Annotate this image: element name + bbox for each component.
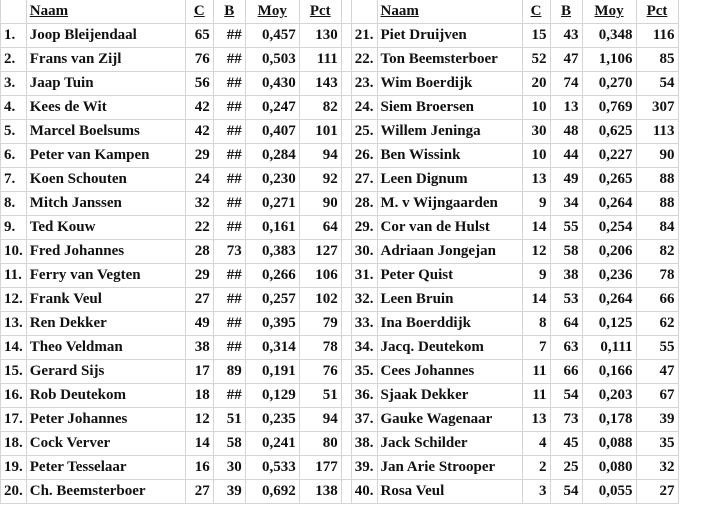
- moy-cell: 0,088: [582, 432, 636, 456]
- moy-cell: 0,284: [245, 144, 299, 168]
- rank-cell: 22.: [351, 48, 377, 72]
- player-name-cell: Ferry van Vegten: [26, 264, 185, 288]
- rank-cell: 37.: [351, 408, 377, 432]
- c-cell: 13: [522, 168, 550, 192]
- pct-cell: 79: [299, 312, 341, 336]
- column-gap: [341, 432, 351, 456]
- pct-cell: 101: [299, 120, 341, 144]
- moy-cell: 0,227: [582, 144, 636, 168]
- rank-cell: 9.: [1, 216, 27, 240]
- rank-cell: 7.: [1, 168, 27, 192]
- table-row: [1, 144, 679, 168]
- c-cell: 49: [185, 312, 213, 336]
- header-b-right: B: [550, 0, 582, 24]
- rank-cell: 16.: [1, 384, 27, 408]
- column-gap: [341, 480, 351, 504]
- moy-cell: 0,111: [582, 336, 636, 360]
- header-index-left: [1, 0, 27, 24]
- table-row: [1, 48, 679, 72]
- table-row: [1, 384, 679, 408]
- table-row: [1, 360, 679, 384]
- c-cell: 9: [522, 264, 550, 288]
- c-cell: 30: [522, 120, 550, 144]
- b-cell: ##: [213, 168, 245, 192]
- moy-cell: 0,625: [582, 120, 636, 144]
- rank-cell: 40.: [351, 480, 377, 504]
- b-cell: ##: [213, 72, 245, 96]
- column-gap: [341, 384, 351, 408]
- column-gap: [341, 192, 351, 216]
- c-cell: 14: [185, 432, 213, 456]
- rank-cell: 10.: [1, 240, 27, 264]
- table-row: [1, 192, 679, 216]
- b-cell: 89: [213, 360, 245, 384]
- column-gap: [341, 168, 351, 192]
- player-name-cell: Gerard Sijs: [26, 360, 185, 384]
- column-gap: [341, 24, 351, 48]
- moy-cell: 0,125: [582, 312, 636, 336]
- moy-cell: 0,178: [582, 408, 636, 432]
- pct-cell: 92: [299, 168, 341, 192]
- c-cell: 76: [185, 48, 213, 72]
- moy-cell: 0,206: [582, 240, 636, 264]
- rank-cell: 23.: [351, 72, 377, 96]
- moy-cell: 0,236: [582, 264, 636, 288]
- pct-cell: 35: [636, 432, 678, 456]
- c-cell: 4: [522, 432, 550, 456]
- header-index-right: [351, 0, 377, 24]
- header-naam-left: Naam: [26, 0, 185, 24]
- moy-cell: 0,254: [582, 216, 636, 240]
- pct-cell: 54: [636, 72, 678, 96]
- table-row: [1, 408, 679, 432]
- pct-cell: 307: [636, 96, 678, 120]
- header-row: [1, 0, 679, 24]
- table-row: [1, 240, 679, 264]
- b-cell: 55: [550, 216, 582, 240]
- pct-cell: 143: [299, 72, 341, 96]
- rank-cell: 19.: [1, 456, 27, 480]
- b-cell: ##: [213, 216, 245, 240]
- table-row: [1, 24, 679, 48]
- table-row: [1, 456, 679, 480]
- player-name-cell: Ch. Beemsterboer: [26, 480, 185, 504]
- player-name-cell: Jan Arie Strooper: [377, 456, 522, 480]
- table-row: [1, 168, 679, 192]
- b-cell: 39: [213, 480, 245, 504]
- pct-cell: 116: [636, 24, 678, 48]
- table-row: [1, 432, 679, 456]
- rank-cell: 15.: [1, 360, 27, 384]
- header-c-right: C: [522, 0, 550, 24]
- table-row: [1, 96, 679, 120]
- pct-cell: 127: [299, 240, 341, 264]
- b-cell: 47: [550, 48, 582, 72]
- player-name-cell: Koen Schouten: [26, 168, 185, 192]
- b-cell: ##: [213, 24, 245, 48]
- player-name-cell: Cor van de Hulst: [377, 216, 522, 240]
- pct-cell: 64: [299, 216, 341, 240]
- moy-cell: 1,106: [582, 48, 636, 72]
- column-gap: [341, 96, 351, 120]
- moy-cell: 0,270: [582, 72, 636, 96]
- player-name-cell: Kees de Wit: [26, 96, 185, 120]
- player-name-cell: Frans van Zijl: [26, 48, 185, 72]
- pct-cell: 84: [636, 216, 678, 240]
- b-cell: 25: [550, 456, 582, 480]
- header-pct-left: Pct: [299, 0, 341, 24]
- rank-cell: 39.: [351, 456, 377, 480]
- moy-cell: 0,692: [245, 480, 299, 504]
- c-cell: 27: [185, 288, 213, 312]
- player-name-cell: Marcel Boelsums: [26, 120, 185, 144]
- moy-cell: 0,395: [245, 312, 299, 336]
- b-cell: 73: [550, 408, 582, 432]
- pct-cell: 47: [636, 360, 678, 384]
- b-cell: 64: [550, 312, 582, 336]
- player-name-cell: Sjaak Dekker: [377, 384, 522, 408]
- b-cell: 63: [550, 336, 582, 360]
- pct-cell: 113: [636, 120, 678, 144]
- column-gap: [341, 456, 351, 480]
- player-name-cell: Adriaan Jongejan: [377, 240, 522, 264]
- pct-cell: 39: [636, 408, 678, 432]
- table-row: [1, 216, 679, 240]
- pct-cell: 106: [299, 264, 341, 288]
- b-cell: 38: [550, 264, 582, 288]
- b-cell: 73: [213, 240, 245, 264]
- c-cell: 7: [522, 336, 550, 360]
- rank-cell: 26.: [351, 144, 377, 168]
- c-cell: 8: [522, 312, 550, 336]
- b-cell: ##: [213, 264, 245, 288]
- column-gap: [341, 360, 351, 384]
- b-cell: ##: [213, 48, 245, 72]
- column-gap: [341, 48, 351, 72]
- rank-cell: 5.: [1, 120, 27, 144]
- rank-cell: 38.: [351, 432, 377, 456]
- pct-cell: 88: [636, 168, 678, 192]
- b-cell: 66: [550, 360, 582, 384]
- b-cell: 54: [550, 480, 582, 504]
- c-cell: 42: [185, 120, 213, 144]
- table-body: [1, 0, 679, 504]
- b-cell: ##: [213, 96, 245, 120]
- rank-cell: 3.: [1, 72, 27, 96]
- b-cell: 53: [550, 288, 582, 312]
- b-cell: ##: [213, 312, 245, 336]
- pct-cell: 27: [636, 480, 678, 504]
- moy-cell: 0,769: [582, 96, 636, 120]
- player-name-cell: Peter van Kampen: [26, 144, 185, 168]
- b-cell: 30: [213, 456, 245, 480]
- moy-cell: 0,271: [245, 192, 299, 216]
- column-gap: [341, 0, 351, 24]
- b-cell: ##: [213, 336, 245, 360]
- pct-cell: 66: [636, 288, 678, 312]
- player-name-cell: Jaap Tuin: [26, 72, 185, 96]
- moy-cell: 0,265: [582, 168, 636, 192]
- rank-cell: 14.: [1, 336, 27, 360]
- c-cell: 16: [185, 456, 213, 480]
- rank-cell: 29.: [351, 216, 377, 240]
- table-row: [1, 72, 679, 96]
- header-pct-right: Pct: [636, 0, 678, 24]
- moy-cell: 0,533: [245, 456, 299, 480]
- rank-cell: 31.: [351, 264, 377, 288]
- c-cell: 12: [522, 240, 550, 264]
- pct-cell: 94: [299, 144, 341, 168]
- b-cell: 13: [550, 96, 582, 120]
- table-row: [1, 480, 679, 504]
- player-name-cell: Cock Verver: [26, 432, 185, 456]
- b-cell: ##: [213, 288, 245, 312]
- c-cell: 38: [185, 336, 213, 360]
- moy-cell: 0,266: [245, 264, 299, 288]
- player-name-cell: Peter Quist: [377, 264, 522, 288]
- b-cell: ##: [213, 120, 245, 144]
- pct-cell: 32: [636, 456, 678, 480]
- b-cell: 74: [550, 72, 582, 96]
- c-cell: 9: [522, 192, 550, 216]
- b-cell: 45: [550, 432, 582, 456]
- b-cell: ##: [213, 144, 245, 168]
- rank-cell: 30.: [351, 240, 377, 264]
- player-name-cell: Rosa Veul: [377, 480, 522, 504]
- column-gap: [341, 408, 351, 432]
- pct-cell: 82: [299, 96, 341, 120]
- moy-cell: 0,264: [582, 192, 636, 216]
- rank-cell: 13.: [1, 312, 27, 336]
- rank-cell: 35.: [351, 360, 377, 384]
- moy-cell: 0,191: [245, 360, 299, 384]
- column-gap: [341, 144, 351, 168]
- player-name-cell: Fred Johannes: [26, 240, 185, 264]
- rank-cell: 20.: [1, 480, 27, 504]
- rank-cell: 28.: [351, 192, 377, 216]
- rank-cell: 18.: [1, 432, 27, 456]
- header-moy-right: Moy: [582, 0, 636, 24]
- column-gap: [341, 312, 351, 336]
- player-name-cell: Gauke Wagenaar: [377, 408, 522, 432]
- rank-cell: 36.: [351, 384, 377, 408]
- c-cell: 10: [522, 144, 550, 168]
- moy-cell: 0,241: [245, 432, 299, 456]
- b-cell: 51: [213, 408, 245, 432]
- player-name-cell: Ren Dekker: [26, 312, 185, 336]
- player-name-cell: Ted Kouw: [26, 216, 185, 240]
- c-cell: 14: [522, 216, 550, 240]
- table-row: [1, 336, 679, 360]
- player-name-cell: Wim Boerdijk: [377, 72, 522, 96]
- moy-cell: 0,383: [245, 240, 299, 264]
- moy-cell: 0,161: [245, 216, 299, 240]
- pct-cell: 55: [636, 336, 678, 360]
- pct-cell: 90: [299, 192, 341, 216]
- header-naam-right: Naam: [377, 0, 522, 24]
- c-cell: 14: [522, 288, 550, 312]
- player-name-cell: Piet Druijven: [377, 24, 522, 48]
- player-name-cell: Ton Beemsterboer: [377, 48, 522, 72]
- c-cell: 29: [185, 144, 213, 168]
- b-cell: 34: [550, 192, 582, 216]
- player-name-cell: Jack Schilder: [377, 432, 522, 456]
- player-name-cell: Cees Johannes: [377, 360, 522, 384]
- pct-cell: 138: [299, 480, 341, 504]
- moy-cell: 0,257: [245, 288, 299, 312]
- moy-cell: 0,264: [582, 288, 636, 312]
- table-row: [1, 120, 679, 144]
- pct-cell: 130: [299, 24, 341, 48]
- rank-cell: 11.: [1, 264, 27, 288]
- pct-cell: 78: [636, 264, 678, 288]
- b-cell: 44: [550, 144, 582, 168]
- c-cell: 65: [185, 24, 213, 48]
- rank-cell: 24.: [351, 96, 377, 120]
- c-cell: 18: [185, 384, 213, 408]
- c-cell: 28: [185, 240, 213, 264]
- rank-cell: 27.: [351, 168, 377, 192]
- moy-cell: 0,457: [245, 24, 299, 48]
- c-cell: 29: [185, 264, 213, 288]
- player-name-cell: Willem Jeninga: [377, 120, 522, 144]
- pct-cell: 94: [299, 408, 341, 432]
- rank-cell: 32.: [351, 288, 377, 312]
- c-cell: 2: [522, 456, 550, 480]
- c-cell: 15: [522, 24, 550, 48]
- c-cell: 27: [185, 480, 213, 504]
- moy-cell: 0,203: [582, 384, 636, 408]
- player-name-cell: Leen Bruin: [377, 288, 522, 312]
- b-cell: ##: [213, 384, 245, 408]
- moy-cell: 0,503: [245, 48, 299, 72]
- b-cell: 43: [550, 24, 582, 48]
- c-cell: 3: [522, 480, 550, 504]
- moy-cell: 0,055: [582, 480, 636, 504]
- player-name-cell: Jacq. Deutekom: [377, 336, 522, 360]
- b-cell: 58: [550, 240, 582, 264]
- pct-cell: 80: [299, 432, 341, 456]
- moy-cell: 0,314: [245, 336, 299, 360]
- player-name-cell: Mitch Janssen: [26, 192, 185, 216]
- player-name-cell: Peter Johannes: [26, 408, 185, 432]
- pct-cell: 76: [299, 360, 341, 384]
- moy-cell: 0,348: [582, 24, 636, 48]
- player-name-cell: Rob Deutekom: [26, 384, 185, 408]
- pct-cell: 90: [636, 144, 678, 168]
- moy-cell: 0,247: [245, 96, 299, 120]
- player-name-cell: Ben Wissink: [377, 144, 522, 168]
- c-cell: 11: [522, 360, 550, 384]
- c-cell: 32: [185, 192, 213, 216]
- player-name-cell: Leen Dignum: [377, 168, 522, 192]
- pct-cell: 51: [299, 384, 341, 408]
- column-gap: [341, 72, 351, 96]
- c-cell: 17: [185, 360, 213, 384]
- moy-cell: 0,230: [245, 168, 299, 192]
- player-name-cell: M. v Wijngaarden: [377, 192, 522, 216]
- header-b-left: B: [213, 0, 245, 24]
- player-name-cell: Frank Veul: [26, 288, 185, 312]
- pct-cell: 82: [636, 240, 678, 264]
- header-moy-left: Moy: [245, 0, 299, 24]
- c-cell: 22: [185, 216, 213, 240]
- pct-cell: 62: [636, 312, 678, 336]
- moy-cell: 0,235: [245, 408, 299, 432]
- rank-cell: 17.: [1, 408, 27, 432]
- c-cell: 42: [185, 96, 213, 120]
- column-gap: [341, 288, 351, 312]
- pct-cell: 88: [636, 192, 678, 216]
- rank-cell: 2.: [1, 48, 27, 72]
- player-name-cell: Siem Broersen: [377, 96, 522, 120]
- pct-cell: 177: [299, 456, 341, 480]
- column-gap: [341, 240, 351, 264]
- table-row: [1, 264, 679, 288]
- table-row: [1, 312, 679, 336]
- rank-cell: 34.: [351, 336, 377, 360]
- c-cell: 56: [185, 72, 213, 96]
- rank-cell: 4.: [1, 96, 27, 120]
- pct-cell: 67: [636, 384, 678, 408]
- moy-cell: 0,166: [582, 360, 636, 384]
- column-gap: [341, 120, 351, 144]
- column-gap: [341, 264, 351, 288]
- moy-cell: 0,129: [245, 384, 299, 408]
- player-name-cell: Theo Veldman: [26, 336, 185, 360]
- pct-cell: 78: [299, 336, 341, 360]
- rank-cell: 33.: [351, 312, 377, 336]
- b-cell: 58: [213, 432, 245, 456]
- rank-cell: 12.: [1, 288, 27, 312]
- rank-cell: 25.: [351, 120, 377, 144]
- column-gap: [341, 336, 351, 360]
- moy-cell: 0,407: [245, 120, 299, 144]
- b-cell: ##: [213, 192, 245, 216]
- c-cell: 52: [522, 48, 550, 72]
- table-row: [1, 288, 679, 312]
- c-cell: 24: [185, 168, 213, 192]
- pct-cell: 111: [299, 48, 341, 72]
- header-c-left: C: [185, 0, 213, 24]
- b-cell: 54: [550, 384, 582, 408]
- column-gap: [341, 216, 351, 240]
- c-cell: 10: [522, 96, 550, 120]
- player-name-cell: Ina Boerddijk: [377, 312, 522, 336]
- moy-cell: 0,080: [582, 456, 636, 480]
- pct-cell: 85: [636, 48, 678, 72]
- pct-cell: 102: [299, 288, 341, 312]
- moy-cell: 0,430: [245, 72, 299, 96]
- rank-cell: 1.: [1, 24, 27, 48]
- c-cell: 20: [522, 72, 550, 96]
- rank-cell: 8.: [1, 192, 27, 216]
- b-cell: 49: [550, 168, 582, 192]
- b-cell: 48: [550, 120, 582, 144]
- player-name-cell: Peter Tesselaar: [26, 456, 185, 480]
- c-cell: 12: [185, 408, 213, 432]
- c-cell: 13: [522, 408, 550, 432]
- rank-cell: 6.: [1, 144, 27, 168]
- rank-cell: 21.: [351, 24, 377, 48]
- c-cell: 11: [522, 384, 550, 408]
- player-name-cell: Joop Bleijendaal: [26, 24, 185, 48]
